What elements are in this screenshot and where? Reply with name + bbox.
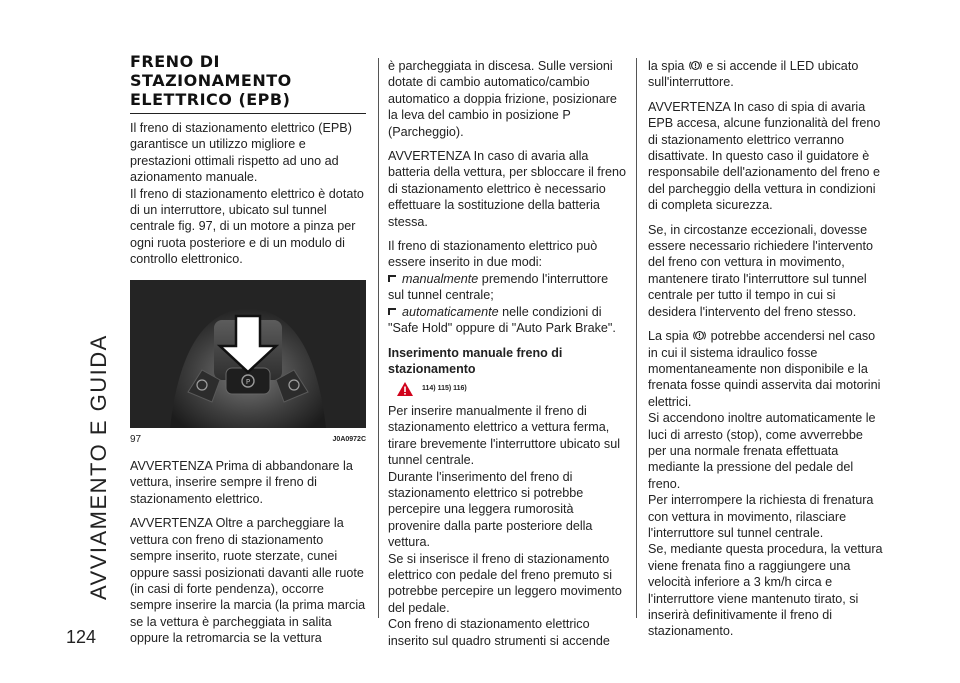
figure-caption: [130, 432, 366, 448]
paragraph: Si accendono inoltre automaticamente le luci di arresto (stop), come avverrebbe per una normale frenata effettuata mediante la pressione del pedale del freno.: [648, 411, 876, 491]
paragraph-text: potrebbe accendersi nel caso in cui il sistema idraulico fosse momentaneamente non disponibile e la frenata fosse quindi asservita dai motorini elettrici.: [648, 329, 881, 409]
list-item-text: nelle condizioni di "Safe Hold" oppure di "Auto Park Brake".: [388, 304, 616, 336]
chapter-side-title: [84, 40, 114, 600]
warning-paragraph: AVVERTENZA In caso di avaria alla batteria della vettura, per sbloccare il freno di stazionamento elettrico è necessario effettuare la sostituzione della batteria stessa.: [388, 149, 627, 229]
paragraph: [388, 238, 626, 271]
column-divider: [378, 58, 379, 618]
paragraph-text: La spia: [648, 329, 693, 344]
paragraph: Il freno di stazionamento elettrico è dotato di un interruttore, ubicato sul tunnel centrale fig. 97, di un motore a pinza per ogni ruota posteriore e di un modulo di controllo elettronico.: [130, 186, 364, 267]
bullet-icon: [388, 275, 398, 283]
svg-text:P: P: [245, 377, 251, 386]
column-1: [130, 52, 366, 655]
paragraph: Il freno di stazionamento elettrico (EPB) garantisce un utilizzo migliore e prestazioni ottimali rispetto ad uno ad azionamento manuale.: [130, 121, 352, 185]
bullet-icon: [388, 308, 398, 316]
page-number: 124: [66, 627, 97, 647]
paragraph-text: la spia: [648, 59, 688, 73]
column-divider: [636, 58, 637, 618]
paragraph: Con freno di stazionamento elettrico inserito sul quadro strumenti si accende: [388, 617, 610, 648]
paragraph: [648, 328, 884, 410]
list-item-emphasis: automaticamente: [402, 304, 499, 319]
column-2: [388, 58, 626, 657]
paragraph: è parcheggiata in discesa. Sulle versioni dotate di cambio automatico/cambio automatico a doppia frizione, posizionare la leva del cambio in posizione P (Parcheggio).: [388, 59, 617, 139]
chapter-title-text: AVVIAMENTO E GUIDA: [86, 334, 111, 600]
subsection-heading: Inserimento manuale freno di stazionamento: [388, 345, 563, 376]
epb-warning-lamp-icon: [689, 59, 702, 72]
paragraph: Se si inserisce il freno di stazionamento elettrico con pedale del freno premuto si potrebbe percepire un leggero movimento del pedale.: [388, 551, 622, 615]
warning-paragraph: AVVERTENZA Oltre a parcheggiare la vettura con freno di stazionamento sempre inserito, ruote sterzate, cunei oppure sassi posizionati davanti alle ruote (in casi di forte pendenza), occorre sempre inserire la marcia (la prima marcia se la vettura è parcheggiata in salita oppure la retromarcia se la vettura: [130, 516, 366, 646]
paragraph: Se, mediante questa procedura, la vettura viene frenata fino a raggiungere una velocità inferiore a 3 km/h circa e l'interruttore viene mantenuto tirato, si inserirà definitivamente il freno di stazionamento.: [648, 542, 883, 639]
paragraph: Durante l'inserimento del freno di stazionamento elettrico si potrebbe percepire una leggera rumorosità provenire dalla parte posteriore della vettura.: [388, 469, 593, 550]
list-item-text: premendo l'interruttore sul tunnel centrale;: [388, 271, 609, 303]
figure-code: J0A0972C: [332, 435, 366, 443]
epb-switch-illustration: [130, 280, 366, 428]
paragraph: Per inserire manualmente il freno di stazionamento elettrico a vettura ferma, tirare brevemente l'interruttore ubicato sul tunnel centrale.: [388, 403, 621, 468]
list-item-emphasis: manualmente: [402, 271, 479, 286]
figure-number: 97: [130, 433, 142, 445]
warning-triangle-icon: [396, 381, 414, 397]
paragraph: Se, in circostanze eccezionali, dovesse essere necessario richiedere l'intervento del freno con vettura in movimento, mantenere tirato l'interruttore sul tunnel centrale per tutto il tempo in cui si desidera l'intervento del freno stesso.: [648, 222, 874, 319]
paragraph: Per interrompere la richiesta di frenatura con vettura in movimento, rilasciare l'interruttore sul tunnel centrale.: [648, 493, 874, 540]
figure-epb-switch-photo: [130, 280, 366, 428]
paragraph-text: Il freno di stazionamento elettrico può essere inserito in due modi:: [388, 239, 598, 270]
section-heading: FRENO DI STAZIONAMENTO ELETTRICO (EPB): [130, 52, 366, 114]
list-item: [388, 271, 626, 304]
epb-warning-lamp-icon: [693, 329, 706, 342]
warning-paragraph: AVVERTENZA Prima di abbandonare la vettura, inserire sempre il freno di stazionamento elettrico.: [130, 459, 353, 506]
paragraph-text: e si accende il LED ubicato sull'interruttore.: [648, 59, 859, 90]
warning-paragraph: AVVERTENZA In caso di spia di avaria EPB accesa, alcune funzionalità del freno di stazionamento elettrico verranno disattivate. In questo caso il guidatore è responsabile dell'azionamento del freno e del parcheggio della vettura in condizioni di completa sicurezza.: [648, 99, 881, 213]
paragraph: [648, 58, 884, 91]
column-3: [648, 58, 884, 648]
warning-reference-numbers: 114) 115) 116): [422, 384, 467, 392]
list-item: [388, 304, 626, 337]
warning-references: [396, 381, 626, 397]
